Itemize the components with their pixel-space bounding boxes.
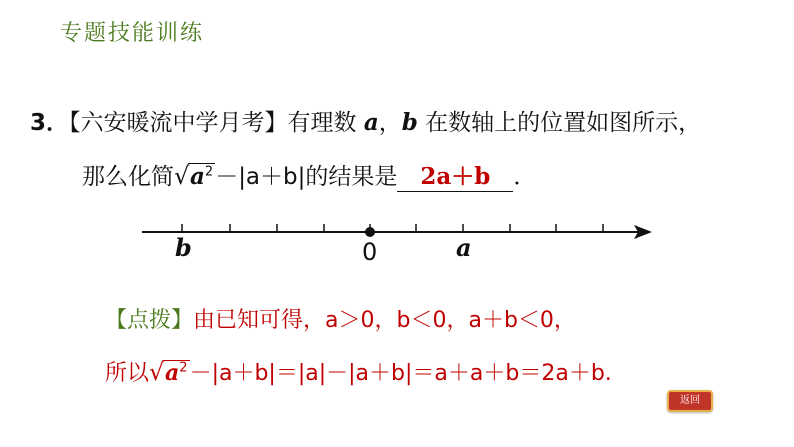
question-line-2 xyxy=(82,158,536,192)
sqrt-expression xyxy=(174,163,215,190)
number-line-label-a: a xyxy=(456,233,472,262)
number-line-label-b: b xyxy=(175,233,192,262)
question-text-after: 在数轴上的位置如图所示， xyxy=(417,110,702,136)
question-end: ． xyxy=(513,164,537,190)
question-line2-suffix: 的结果是 xyxy=(305,164,398,190)
number-line-ticks xyxy=(182,224,603,232)
answer-blank: 2a＋b xyxy=(397,158,513,192)
question-line2-prefix: 那么化简 xyxy=(82,164,174,190)
variable-a: a xyxy=(363,109,379,136)
abs-expression: －|a＋b| xyxy=(215,164,306,190)
sqrt-exponent: 2 xyxy=(204,164,214,180)
hint-line-1 xyxy=(105,303,576,334)
hint-tag: 【点拨】 xyxy=(105,308,194,333)
question-separator: ， xyxy=(378,110,402,136)
return-button[interactable]: 返回 xyxy=(667,390,713,412)
sqrt-radicand: a xyxy=(190,163,205,190)
question-source: 【六安暖流中学月考】 xyxy=(69,110,288,136)
hint-sqrt-exponent: 2 xyxy=(179,360,188,376)
number-line-label-zero: 0 xyxy=(362,238,378,266)
hint-sqrt-sign-icon: √ xyxy=(149,358,165,386)
question-line-1 xyxy=(30,104,701,137)
number-line xyxy=(0,210,794,270)
hint-line2-rest: －|a＋b|＝|a|－|a＋b|＝a＋a＋b＝2a＋b. xyxy=(189,361,612,386)
hint-line2-prefix: 所以 xyxy=(105,361,150,386)
page-header-title: 专题技能训练 xyxy=(60,21,205,46)
hint-sqrt-radicand: a xyxy=(165,360,180,386)
sqrt-sign-icon: √ xyxy=(174,162,190,190)
question-text-before: 有理数 xyxy=(287,110,364,136)
hint-sqrt-expression xyxy=(149,360,190,386)
question-number: 3． xyxy=(30,110,70,136)
variable-b: b xyxy=(401,109,418,136)
hint-text-1: 由已知可得，a＞0，b＜0，a＋b＜0， xyxy=(193,308,576,333)
origin-dot xyxy=(365,227,375,237)
hint-line-2 xyxy=(105,356,612,387)
